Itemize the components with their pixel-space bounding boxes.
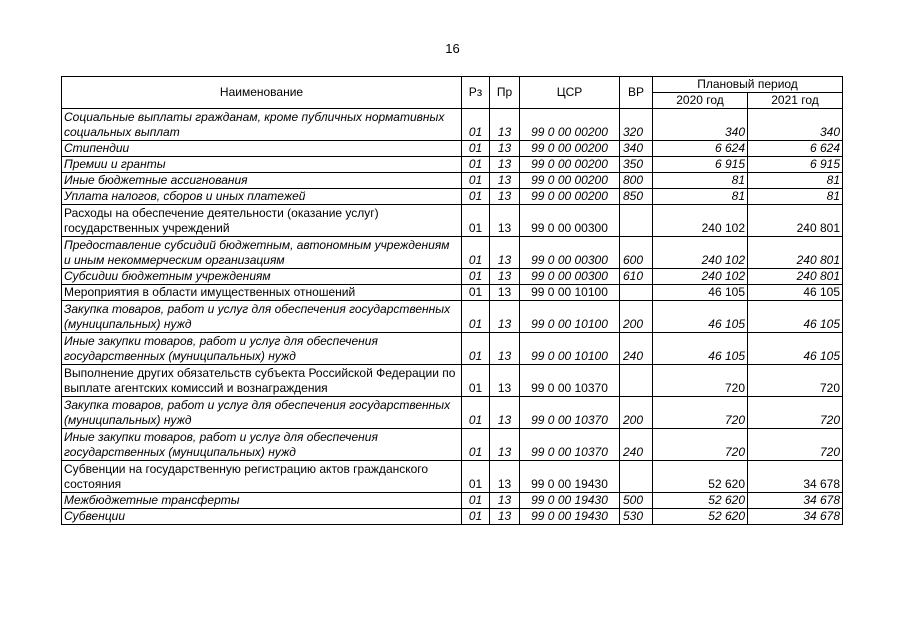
cell-pr: 13 <box>490 109 520 141</box>
cell-2020: 6 915 <box>653 157 748 173</box>
cell-rz: 01 <box>462 493 490 509</box>
cell-2021: 34 678 <box>748 509 843 525</box>
cell-rz: 01 <box>462 237 490 269</box>
cell-2020: 240 102 <box>653 237 748 269</box>
cell-2021: 46 105 <box>748 301 843 333</box>
cell-2021: 240 801 <box>748 205 843 237</box>
cell-2020: 46 105 <box>653 285 748 301</box>
cell-vr: 240 <box>620 429 653 461</box>
cell-name: Субсидии бюджетным учреждениям <box>62 269 462 285</box>
cell-vr: 200 <box>620 301 653 333</box>
cell-pr: 13 <box>490 173 520 189</box>
cell-csr: 99 0 00 00300 <box>520 237 620 269</box>
cell-pr: 13 <box>490 493 520 509</box>
cell-vr <box>620 461 653 493</box>
cell-2020: 340 <box>653 109 748 141</box>
cell-pr: 13 <box>490 205 520 237</box>
cell-csr: 99 0 00 00300 <box>520 269 620 285</box>
cell-name: Мероприятия в области имущественных отношений <box>62 285 462 301</box>
cell-vr: 600 <box>620 237 653 269</box>
header-year-2021: 2021 год <box>748 93 843 109</box>
cell-2020: 720 <box>653 365 748 397</box>
cell-vr: 340 <box>620 141 653 157</box>
cell-vr: 500 <box>620 493 653 509</box>
table-row <box>62 173 843 189</box>
cell-csr: 99 0 00 19430 <box>520 493 620 509</box>
cell-rz: 01 <box>462 109 490 141</box>
cell-vr: 850 <box>620 189 653 205</box>
cell-pr: 13 <box>490 397 520 429</box>
cell-pr: 13 <box>490 365 520 397</box>
budget-table <box>61 76 843 525</box>
cell-2021: 81 <box>748 173 843 189</box>
cell-2021: 240 801 <box>748 237 843 269</box>
cell-pr: 13 <box>490 157 520 173</box>
cell-csr: 99 0 00 00200 <box>520 189 620 205</box>
table-row <box>62 397 843 429</box>
table-header <box>62 77 843 109</box>
cell-csr: 99 0 00 10370 <box>520 365 620 397</box>
cell-csr: 99 0 00 10100 <box>520 301 620 333</box>
cell-vr: 200 <box>620 397 653 429</box>
cell-rz: 01 <box>462 509 490 525</box>
page-number: 16 <box>445 41 460 56</box>
cell-2021: 6 624 <box>748 141 843 157</box>
cell-name: Выполнение других обязательств субъекта Российской Федерации по выплате агентских комиссий и вознаграждения <box>62 365 462 397</box>
header-name: Наименование <box>62 77 462 109</box>
cell-2021: 720 <box>748 365 843 397</box>
cell-rz: 01 <box>462 365 490 397</box>
cell-name: Иные бюджетные ассигнования <box>62 173 462 189</box>
cell-2020: 52 620 <box>653 461 748 493</box>
table-row <box>62 429 843 461</box>
cell-rz: 01 <box>462 397 490 429</box>
cell-name: Социальные выплаты гражданам, кроме публичных нормативных социальных выплат <box>62 109 462 141</box>
cell-csr: 99 0 00 10100 <box>520 333 620 365</box>
table-row <box>62 205 843 237</box>
cell-csr: 99 0 00 10100 <box>520 285 620 301</box>
table-row <box>62 333 843 365</box>
cell-rz: 01 <box>462 205 490 237</box>
cell-2020: 81 <box>653 173 748 189</box>
cell-2021: 720 <box>748 397 843 429</box>
table-body <box>62 109 843 525</box>
cell-vr: 800 <box>620 173 653 189</box>
table-row <box>62 157 843 173</box>
cell-name: Расходы на обеспечение деятельности (оказание услуг) государственных учреждений <box>62 205 462 237</box>
cell-2021: 340 <box>748 109 843 141</box>
cell-2021: 81 <box>748 189 843 205</box>
header-year-2020: 2020 год <box>653 93 748 109</box>
header-rz: Рз <box>462 77 490 109</box>
cell-rz: 01 <box>462 429 490 461</box>
cell-2021: 46 105 <box>748 285 843 301</box>
cell-csr: 99 0 00 19430 <box>520 509 620 525</box>
cell-csr: 99 0 00 00200 <box>520 141 620 157</box>
cell-2020: 720 <box>653 429 748 461</box>
cell-pr: 13 <box>490 189 520 205</box>
cell-csr: 99 0 00 10370 <box>520 397 620 429</box>
cell-vr: 320 <box>620 109 653 141</box>
cell-pr: 13 <box>490 285 520 301</box>
cell-vr: 610 <box>620 269 653 285</box>
table-row <box>62 269 843 285</box>
cell-rz: 01 <box>462 301 490 333</box>
cell-vr <box>620 365 653 397</box>
cell-pr: 13 <box>490 237 520 269</box>
cell-name: Закупка товаров, работ и услуг для обеспечения государственных (муниципальных) нужд <box>62 397 462 429</box>
cell-2020: 720 <box>653 397 748 429</box>
cell-pr: 13 <box>490 461 520 493</box>
cell-rz: 01 <box>462 157 490 173</box>
table-row <box>62 189 843 205</box>
cell-csr: 99 0 00 00200 <box>520 157 620 173</box>
cell-vr: 350 <box>620 157 653 173</box>
cell-2021: 34 678 <box>748 461 843 493</box>
cell-name: Предоставление субсидий бюджетным, автономным учреждениям и иным некоммерческим организациям <box>62 237 462 269</box>
cell-rz: 01 <box>462 173 490 189</box>
cell-2020: 240 102 <box>653 269 748 285</box>
cell-csr: 99 0 00 00200 <box>520 109 620 141</box>
cell-vr <box>620 285 653 301</box>
cell-2020: 6 624 <box>653 141 748 157</box>
cell-rz: 01 <box>462 141 490 157</box>
cell-2020: 81 <box>653 189 748 205</box>
cell-pr: 13 <box>490 333 520 365</box>
cell-name: Премии и гранты <box>62 157 462 173</box>
table-row <box>62 285 843 301</box>
cell-2021: 6 915 <box>748 157 843 173</box>
cell-csr: 99 0 00 19430 <box>520 461 620 493</box>
cell-name: Закупка товаров, работ и услуг для обеспечения государственных (муниципальных) нужд <box>62 301 462 333</box>
cell-name: Иные закупки товаров, работ и услуг для обеспечения государственных (муниципальных) нужд <box>62 333 462 365</box>
cell-name: Межбюджетные трансферты <box>62 493 462 509</box>
cell-pr: 13 <box>490 429 520 461</box>
header-csr: ЦСР <box>520 77 620 109</box>
cell-csr: 99 0 00 10370 <box>520 429 620 461</box>
cell-2020: 52 620 <box>653 493 748 509</box>
cell-2020: 240 102 <box>653 205 748 237</box>
header-plan-period: Плановый период <box>653 77 843 93</box>
cell-name: Субвенции на государственную регистрацию актов гражданского состояния <box>62 461 462 493</box>
cell-pr: 13 <box>490 301 520 333</box>
cell-rz: 01 <box>462 269 490 285</box>
cell-pr: 13 <box>490 509 520 525</box>
cell-name: Стипендии <box>62 141 462 157</box>
cell-vr <box>620 205 653 237</box>
cell-2021: 34 678 <box>748 493 843 509</box>
table-row <box>62 493 843 509</box>
cell-vr: 530 <box>620 509 653 525</box>
cell-rz: 01 <box>462 189 490 205</box>
cell-2021: 720 <box>748 429 843 461</box>
cell-2021: 46 105 <box>748 333 843 365</box>
cell-2020: 46 105 <box>653 333 748 365</box>
table-row <box>62 141 843 157</box>
cell-2021: 240 801 <box>748 269 843 285</box>
cell-rz: 01 <box>462 461 490 493</box>
table-row <box>62 109 843 141</box>
cell-rz: 01 <box>462 333 490 365</box>
table-row <box>62 301 843 333</box>
cell-2020: 46 105 <box>653 301 748 333</box>
cell-csr: 99 0 00 00200 <box>520 173 620 189</box>
cell-csr: 99 0 00 00300 <box>520 205 620 237</box>
cell-name: Иные закупки товаров, работ и услуг для обеспечения государственных (муниципальных) нужд <box>62 429 462 461</box>
header-pr: Пр <box>490 77 520 109</box>
header-vr: ВР <box>620 77 653 109</box>
cell-name: Субвенции <box>62 509 462 525</box>
table-row <box>62 461 843 493</box>
cell-2020: 52 620 <box>653 509 748 525</box>
cell-name: Уплата налогов, сборов и иных платежей <box>62 189 462 205</box>
cell-pr: 13 <box>490 269 520 285</box>
table-row <box>62 509 843 525</box>
table-row <box>62 237 843 269</box>
cell-pr: 13 <box>490 141 520 157</box>
cell-vr: 240 <box>620 333 653 365</box>
cell-rz: 01 <box>462 285 490 301</box>
table-row <box>62 365 843 397</box>
